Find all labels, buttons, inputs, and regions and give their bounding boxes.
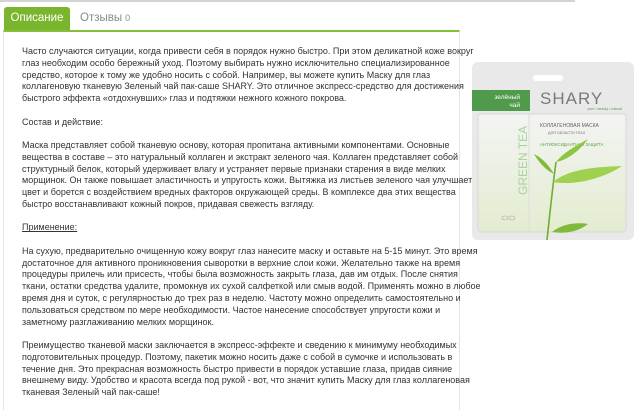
text-line: время дня и суток, с регулярностью до трех раз в неделю. Частоту можно определить самостоятельно и — [22, 293, 461, 304]
description-text — [22, 46, 481, 411]
text-line: Часто случаются ситуации, когда привести себя в порядок нужно быстро. При этом деликатной коже вокруг — [22, 46, 474, 56]
product-image — [472, 62, 634, 240]
description-paragraph — [22, 140, 481, 211]
description-paragraph — [22, 246, 481, 328]
text-line: коллагеновую тканевую Зеленый чай пак-саше SHARY. Это отличное экспресс-средство для достижения — [22, 81, 464, 92]
text-line: цвет и борется с воздействием вредных факторов окружающей среды. В комплексе два этих вещества — [22, 187, 456, 198]
text-line: процедуры прилечь или присесть, чтобы была возможность закрыть глаза, дав им отдых. После снятия — [22, 269, 458, 280]
text-line: Применение: — [22, 222, 78, 233]
text-line: На сухую, предварительно очищенную кожу вокруг глаз нанесите маску и оставьте на 5-15 минут. Это время — [22, 245, 478, 256]
band-text-2: чай — [509, 102, 520, 109]
text-line: быстро восстанавливают кожный покров, придавая свежесть взгляду. — [22, 198, 315, 209]
text-line: морщинок. Он также повышает эластичность и упругость кожи. Вытяжка из листьев зеленого чая улучшает — [22, 175, 473, 186]
text-line: течение дня. Это прекрасная возможность быстро привести в порядок уставшие глаза, придав сияние — [22, 363, 453, 374]
text-line: Преимущество тканевой маски заключается в экспресс-эффекте и сведению к минимуму необходимых — [22, 340, 457, 351]
text-line: внешнему виду. Удобство и красота всегда под рукой - вот, что значит купить Маску для глаз коллагеновая — [22, 375, 470, 386]
text-line: достаточное для активного проникновения сыворотки в верхние слои кожи. Желательно также на время — [22, 257, 461, 268]
text-line: тканевая Зеленый чай пак-саше! — [22, 387, 160, 398]
text-line: вещества в составе – это натуральный коллаген и экстракт зеленого чая. Коллаген представляет собой — [22, 151, 459, 162]
text-line: Состав и действие: — [22, 116, 104, 127]
product-subtitle: ДЛЯ ОБЛАСТИ ГЛАЗ — [548, 131, 586, 135]
text-line: ткани, остатки средства удалите, промокнув их сухой салфеткой или смыв водой. Применять можно в любое — [22, 281, 481, 292]
vertical-label: GREEN TEA — [516, 125, 530, 195]
product-title: КОЛЛАГЕНОВАЯ МАСКА — [540, 123, 599, 129]
text-line: Маска представляет собой тканевую основу, которая пропитана активными компонентами. Основные — [22, 140, 450, 151]
reviews-count: 0 — [125, 13, 131, 23]
product-claim: АНТИОКСИДАНТНАЯ ЗАЩИТА — [540, 142, 604, 147]
band-text-1: зелёный — [494, 94, 520, 101]
description-paragraph — [22, 340, 481, 399]
text-line: заметному разглаживанию мелких морщинок. — [22, 316, 214, 327]
tab-reviews-label: Отзывы — [80, 12, 123, 24]
text-line: структурный белок, который удерживает влагу и устраняет первые признаки старения в виде мелких — [22, 163, 446, 174]
top-divider — [0, 0, 575, 2]
hang-hole — [533, 75, 563, 81]
text-line: подготовительных процедур. Поэтому, пакетик можно носить даже с собой в сумочке и использовать в — [22, 351, 453, 362]
tab-reviews[interactable] — [80, 7, 130, 30]
tab-description[interactable]: Описание — [4, 7, 70, 30]
description-paragraph — [22, 222, 481, 234]
description-paragraph — [22, 117, 481, 129]
text-line: глаз необходим особо бережный уход. Поэтому выбирать нужно исключительно специализированное — [22, 57, 450, 68]
text-line: пользоваться средством по мере необходимости. Частое нанесение способствует упругости кожи и — [22, 304, 441, 315]
description-paragraph — [22, 46, 481, 105]
text-line: быстрого эффекта «отдохнувших» глаз и подтяжки нежного кожного покрова. — [22, 93, 347, 104]
brand-logo: SHARY — [540, 89, 604, 108]
text-line: средство, которое к тому же удобно носить с собой. Например, вы можете купить Маску для глаз — [22, 69, 431, 80]
brand-tagline: pure • beauty • natural — [587, 107, 622, 111]
